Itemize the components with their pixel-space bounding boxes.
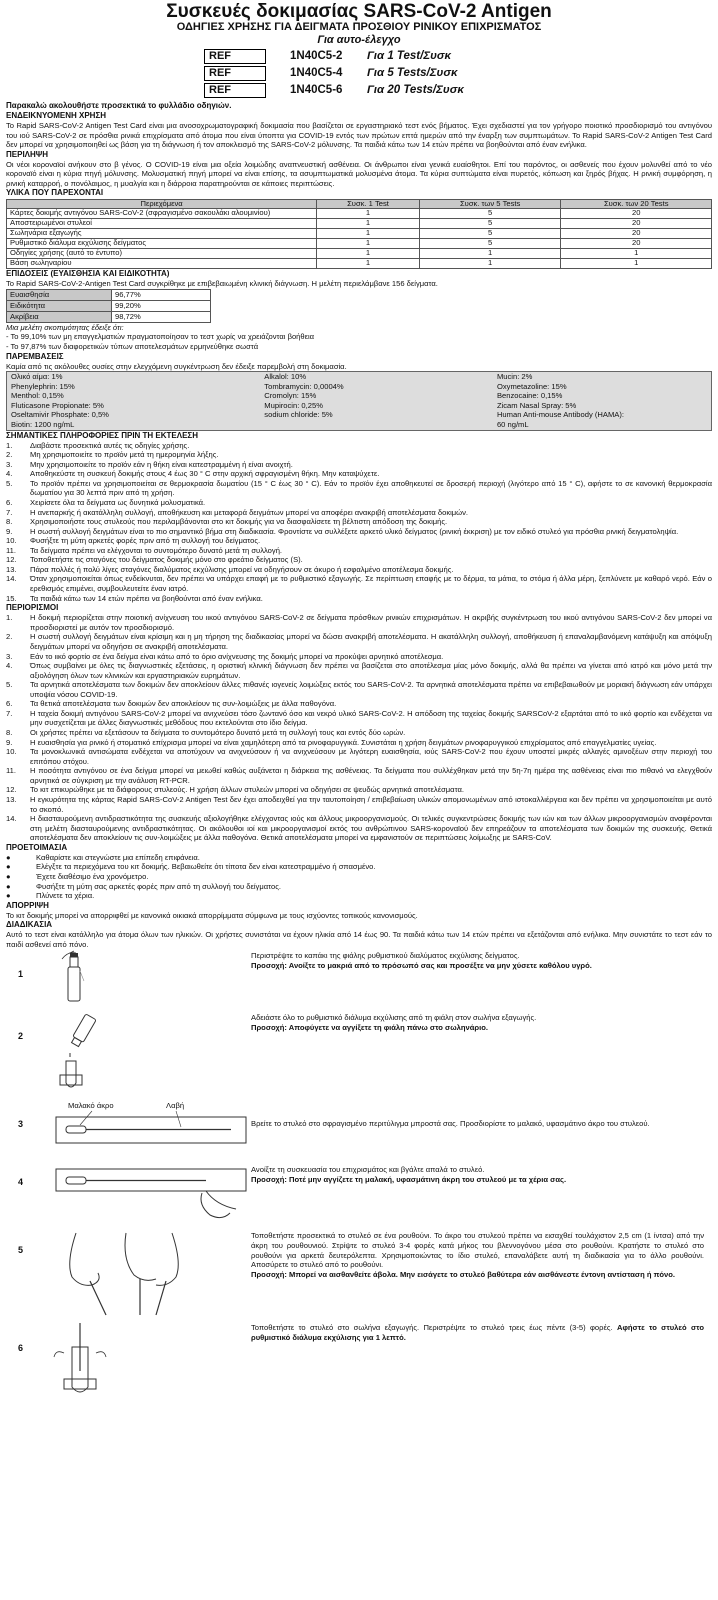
list-item-text: Διαβάστε προσεκτικά αυτές τις οδηγίες χρήσης. — [30, 440, 190, 450]
interference-cell: Ολικό αίμα: 1% — [11, 372, 63, 382]
buffer-bottle-illustration — [6, 949, 251, 1011]
ref-desc: Για 20 Tests/Συσκ — [367, 84, 464, 97]
list-item — [6, 747, 712, 766]
document-subtitle: ΟΔΗΓΙΕΣ ΧΡΗΣΗΣ ΓΙΑ ΔΕΙΓΜΑΤΑ ΠΡΟΣΘΙΟΥ ΡΙΝΙΚΟΥ ΕΠΙΧΡΙΣΜΑΤΟΣ — [176, 21, 542, 33]
materials-cell: 1 — [317, 219, 420, 229]
interference-cell: Human Anti-mouse Antibody (HAMA): — [496, 410, 624, 420]
list-item — [6, 574, 712, 593]
list-item-number: 1. — [6, 613, 13, 623]
ref-row — [204, 48, 712, 65]
list-item-number: 6. — [6, 497, 13, 507]
interference-cell: Benzocaine: 0,15% — [496, 391, 563, 401]
disposal-heading: ΑΠΟΡΡΙΨΗ — [6, 900, 49, 910]
list-item-text: Μην χρησιμοποιείτε το προϊόν εάν η θήκη είναι κατεστραμμένη ή είναι ανοιχτή. — [30, 459, 293, 469]
list-item-text: Η δοκιμή περιορίζεται στην ποιοτική ανίχνευση του ιικού αντιγόνου SARS-CoV-2 σε δείγματα πρόσθιων ρινικών επιχρισμάτων. Η ακριβής συγκέντρωση του ιικού αντιγόνου SARS-CoV-2 δεν μπορεί να προσδιοριστεί με αυτόν τον προσδιορισμό. — [30, 613, 712, 632]
materials-cell: 5 — [419, 229, 561, 239]
self-test-label: Για αυτο-έλεγχο — [317, 34, 401, 47]
list-item — [6, 469, 712, 479]
interference-cell: Tombramycin: 0,0004% — [264, 381, 344, 391]
list-item-number: 7. — [6, 708, 13, 718]
step-instruction: Τοποθετήστε προσεκτικά το στυλεό σε ένα ρουθούνι. Το άκρο του στυλεού πρέπει να εισαχθεί τουλάχιστον 2,5 cm (1 ίντσα) από την άκρη του ρουθουνιού. Στρίψτε το στυλεό 3-4 φορές κατά μήκος του βλεννογόνου μέσα στο ρουθούνι. Κρατήστε το στυλεό στο ρουθούνι για αρκετά δευτερόλεπτα. Χρησιμοποιώντας το ίδιο στυλεό, επαναλάβετε αυτή τη διαδικασία για το άλλο ρουθούνι. Αποσύρετε το στυλεό από το ρουθούνι. — [251, 1231, 704, 1270]
performance-value: 99,20% — [112, 300, 211, 311]
important-heading: ΣΗΜΑΝΤΙΚΕΣ ΠΛΗΡΟΦΟΡΙΕΣ ΠΡΙΝ ΤΗ ΕΚΤΕΛΕΣΗ — [6, 430, 199, 440]
list-item — [6, 555, 712, 565]
interference-grid — [6, 371, 712, 430]
list-item — [6, 891, 712, 901]
materials-cell: Βάση σωληναρίου — [7, 259, 317, 269]
table-row — [7, 229, 712, 239]
ref-code: 1N40C5-6 — [290, 84, 343, 97]
list-item-text: Έχετε διαθέσιμο ένα χρονόμετρο. — [36, 871, 149, 881]
list-item-text: Πάρα πολλές ή πολύ λίγες σταγόνες διαλύματος εκχύλισης μπορεί να οδηγήσουν σε άκυρο ή εσφαλμένο αποτέλεσμα δοκιμής. — [30, 564, 454, 574]
interference-cell: sodium chloride: 5% — [264, 410, 333, 420]
list-item-text: Η διασταυρούμενη αντιδραστικότητα της συσκευής αξιολογήθηκε ελέγχοντας ιούς και άλλους μικροοργανισμούς. Οι τελικές συγκεντρώσεις δοκιμής των ιών και των άλλων μικροοργανισμών αναφέρονται στη μελέτη διασταυρούμενης αντιδραστικότητας. Οι ακόλουθοι ιοί και μικροοργανισμοί εκτός του ανθρώπινου SARS-κοροναϊού δεν επηρεάζουν τα αποτελέσματα των δοκιμών της συσκευής. Θετικά αποτελέσματα δεν αποκλείουν τις συν-λοιμώξεις με άλλα παθογόνα. Θετικά αποτελέσματα μπορεί να εμφανιστούν σε περιπτώσεις λοίμωξης με SARS-CoV. — [30, 814, 712, 843]
step-illustration — [6, 1229, 251, 1321]
table-row — [7, 300, 211, 311]
list-item-text: Φυσήξτε τη μύτη αρκετές φορές πριν από τη συλλογή του δείγματος. — [30, 536, 261, 546]
list-item-number: 8. — [6, 728, 13, 737]
list-item-text: Ελέγξτε τα περιεχόμενα του κιτ δοκιμής. Βεβαιωθείτε ότι τίποτα δεν είναι κατεστραμμένο ή σπασμένο. — [36, 862, 376, 872]
list-item — [6, 498, 712, 508]
materials-cell: 1 — [317, 209, 420, 219]
list-item-number: 1. — [6, 440, 13, 450]
table-row — [7, 311, 211, 322]
list-item — [6, 785, 712, 795]
list-item-text: Αποθηκεύστε τη συσκευή δοκιμής στους 4 έως 30 ° C στην αρχική σφραγισμένη θήκη. Μην καταψύχετε. — [30, 469, 380, 479]
ref-code: 1N40C5-2 — [290, 50, 343, 63]
list-item — [6, 738, 712, 748]
list-item-number: 3. — [6, 651, 13, 661]
summary-heading: ΠΕΡΙΛΗΨΗ — [6, 149, 49, 159]
swab-package-illustration — [6, 1095, 251, 1163]
bullet-icon: ● — [6, 891, 11, 901]
swab-in-tube-illustration — [6, 1321, 251, 1401]
list-item — [6, 814, 712, 843]
ref-box: REF — [204, 49, 266, 64]
performance-heading: ΕΠΙΔΟΣΕΙΣ (ΕΥΑΙΣΘΗΣΙΑ ΚΑΙ ΕΙΔΙΚΟΤΗΤΑ) — [6, 269, 170, 279]
step-number: 4 — [18, 1177, 24, 1188]
list-item-text: Το προϊόν πρέπει να χρησιμοποιείται σε θερμοκρασία δωματίου (15 ° C έως 30 ° C). Εάν το προϊόν έχει αποθηκευτεί σε δροσερή περιοχή (λιγότερο από 15 ° C), αφήστε το σε κανονική θερμοκρασία δωματίου για 30 λεπτά πριν από τη χρήση. — [30, 478, 712, 498]
step-instruction: Ανοίξτε τη συσκευασία του επιχρισμάτος και βγάλτε απαλά το στυλεό. — [251, 1165, 485, 1175]
bullet-icon: ● — [6, 852, 11, 862]
ref-row — [204, 82, 712, 99]
interference-cell: Oseltamivir Phosphate: 0,5% — [11, 410, 109, 420]
interference-cell: Mupirocin: 0,25% — [264, 400, 323, 410]
list-item-number: 5. — [6, 478, 13, 488]
list-item — [6, 441, 712, 451]
materials-cell: Κάρτες δοκιμής αντιγόνου SARS-CoV-2 (σφραγισμένο σακουλάκι αλουμινίου) — [7, 209, 317, 219]
bullet-icon: ● — [6, 871, 11, 881]
list-item-text: Όπως συμβαίνει με όλες τις διαγνωστικές εξετάσεις, η οριστική κλινική διάγνωση δεν πρέπει να βασίζεται στο αποτέλεσμα μίας μόνο δοκιμής, αλλά θα πρέπει να γίνεται από ιατρό και μόνο μετά την αξιολόγηση όλων των κλινικών και εργαστηριακών ευρημάτων. — [30, 661, 712, 680]
materials-cell: 5 — [419, 239, 561, 249]
ref-code: 1N40C5-4 — [290, 67, 343, 80]
list-item-number: 4. — [6, 661, 13, 671]
list-item — [6, 517, 712, 527]
interference-text: Καμία από τις ακόλουθες ουσίες στην ελεγχόμενη συγκέντρωση δεν έδειξε παρεμβολή στη δοκιμασία. — [6, 361, 347, 371]
disposal-text: Το κιτ δοκιμής μπορεί να απορριφθεί με κανονικά οικιακά απορρίμματα σύμφωνα με τους ισχύοντες τοπικούς κανονισμούς. — [6, 910, 418, 920]
step-caution: Προσοχή: Αποφύγετε να αγγίξετε τη φιάλη πάνω στο σωληνάριο. — [251, 1023, 488, 1033]
list-item — [6, 872, 712, 882]
list-item-number: 10. — [6, 747, 17, 757]
usability-line: - Το 99,10% των μη επαγγελματιών πραγματοποίησαν το τεστ χωρίς να χρειάζονται βοήθεια — [6, 332, 315, 342]
summary-text: Οι νέοι κοροναϊοί ανήκουν στο β γένος. Ο COVID-19 είναι μια οξεία λοιμώδης αναπνευστική ασθένεια. Οι άνθρωποι είναι γενικά ευαίσθητοι. Επί του παρόντος, οι ασθενείς που έχουν μολυνθεί από το νέο κοροναϊό είναι η κύρια πηγή μόλυνσης. Μολυσματική πηγή μπορεί να είναι επίσης, τα ασυμπτωματικά μολυσμένα άτομα. Τα κύρια συπτώματα είναι πυρετός, κόπωση και ξηρός βήχας. Η ρινική συμφόρηση, η ρινική καταρροή, ο πονόλαιμος, η μυαλγία και η διάρροια παρατηρούνται σε κάποιες περιπτώσεις. — [6, 159, 712, 188]
list-item-text: Τα παιδιά κάτω των 14 ετών πρέπει να βοηθούνται από έναν ενήλικα. — [30, 593, 263, 603]
list-item — [6, 527, 712, 537]
interference-cell: Biotin: 1200 ng/mL — [11, 419, 75, 429]
ref-list — [204, 48, 712, 99]
list-item-number: 2. — [6, 450, 13, 460]
materials-col-header: Συσκ. 1 Test — [317, 199, 420, 209]
procedure-step — [6, 1095, 712, 1163]
performance-value: 98,72% — [112, 311, 211, 322]
list-item-number: 14. — [6, 574, 17, 584]
list-item-number: 14. — [6, 814, 17, 824]
limitations-heading: ΠΕΡΙΟΡΙΣΜΟΙ — [6, 603, 59, 613]
list-item-number: 9. — [6, 737, 13, 747]
list-item-number: 7. — [6, 507, 13, 517]
procedure-step — [6, 1321, 712, 1401]
materials-cell: Οδηγίες χρήσης (αυτό το έντυπο) — [7, 249, 317, 259]
materials-cell: 20 — [561, 209, 712, 219]
materials-cell: Αποστειρωμένοι στυλεοί — [7, 219, 317, 229]
step-illustration — [6, 1321, 251, 1401]
list-item-text: Καθαρίστε και στεγνώστε μια επίπεδη επιφάνεια. — [36, 852, 200, 862]
materials-cell: 20 — [561, 229, 712, 239]
performance-label: Ευαισθησία — [7, 289, 112, 300]
list-item-text: Η σωστή συλλογή δειγμάτων είναι το πιο σημαντικό βήμα στη διαδικασία. Φροντίστε να συλλέξετε αρκετό υλικό δείγματος (ρινική έκκριση) με τον ειδικό στυλεό για πρόσθια ρινική δειγματοληψία. — [30, 526, 679, 536]
performance-table — [6, 289, 211, 323]
open-package-illustration — [6, 1163, 251, 1229]
table-row — [7, 219, 712, 229]
list-item-number: 4. — [6, 469, 13, 479]
materials-heading: ΥΛΙΚΑ ΠΟΥ ΠΑΡΕΧΟΝΤΑΙ — [6, 188, 104, 198]
step-number: 2 — [18, 1031, 24, 1042]
ref-row — [204, 65, 712, 82]
materials-table — [6, 199, 712, 270]
table-row — [7, 259, 712, 269]
list-item — [6, 613, 712, 632]
procedure-step — [6, 949, 712, 1011]
preparation-heading: ΠΡΟΕΤΟΙΜΑΣΙΑ — [6, 842, 68, 852]
list-item — [6, 450, 712, 460]
step-caution: Προσοχή: Μπορεί να αισθανθείτε άβολα. Μην εισάγετε το στυλεό βαθύτερα εάν αισθάνεστε έντονη αντίσταση ή πόνο. — [251, 1269, 676, 1279]
list-item-number: 9. — [6, 526, 13, 536]
bullet-icon: ● — [6, 881, 11, 891]
list-item-number: 5. — [6, 680, 13, 690]
list-item-text: Η σωστή συλλογή δειγμάτων είναι κρίσιμη και η μη τήρηση της διαδικασίας μπορεί να δώσει ανακριβή αποτελέσματα. Η ακατάλληλη συλλογή, αποθήκευση ή επαναλαμβανόμενη κατάψυξη και απόψυξη δειγμάτων μπορεί να οδηγήσει σε ανακριβή αποτελέσματα. — [30, 632, 712, 651]
ref-box: REF — [204, 66, 266, 81]
list-item-text: Η ανεπαρκής ή ακατάλληλη συλλογή, αποθήκευση και μεταφορά δειγμάτων μπορεί να αποφέρει ανακριβή αποτελέσματα δοκιμών. — [30, 507, 469, 517]
list-item-text: Μη χρησιμοποιείτε το προϊόν μετά τη ημερομηνία λήξης. — [30, 450, 219, 460]
list-item-text: Χρησιμοποιήστε τους στυλεούς που περιλαμβάνονται στο κιτ δοκιμής για να διασφαλίσετε τη βέλτιστη απόδοση της δοκιμής. — [30, 517, 448, 527]
interference-cell: Mucin: 2% — [496, 372, 533, 382]
list-item-text: Το κιτ επικυρώθηκε με τα διάφορους στυλεούς. Η χρήση άλλων στυλεών μπορεί να οδηγήσει σε ψευδώς αρνητικά αποτελέσματα. — [30, 785, 464, 795]
materials-cell: 5 — [419, 209, 561, 219]
pour-buffer-illustration — [6, 1011, 251, 1095]
procedure-steps — [6, 949, 712, 1401]
list-item — [6, 460, 712, 470]
materials-col-header: Περιεχόμενα — [7, 199, 317, 209]
table-row — [7, 239, 712, 249]
bullet-icon: ● — [6, 862, 11, 872]
list-item-number: 11. — [6, 545, 16, 555]
list-item-number: 12. — [6, 785, 17, 795]
document-title: Συσκευές δοκιμασίας SARS-CoV-2 Antigen — [166, 1, 552, 22]
step-caution: Προσοχή: Ανοίξτε το μακριά από το πρόσωπό σας και προσέξτε να μην χύσετε καθόλου υγρό. — [251, 961, 592, 971]
interference-heading: ΠΑΡΕΜΒΑΣΕΙΣ — [6, 351, 64, 361]
step-text — [251, 1011, 712, 1095]
list-item — [6, 546, 712, 556]
list-item-text: Η ευαισθησία για ρινικό ή στοματικό επίχρισμα μπορεί να είναι χαμηλότερη από τα ρινοφαρυγγικά. Συνιστάται η χρήση δειγμάτων ρινοφαρυγγικού επιχρίσματος από επαγγελματίες υγείας. — [30, 737, 657, 747]
materials-cell: 1 — [561, 259, 712, 269]
list-item — [6, 680, 712, 699]
list-item-text: Χειρίσετε όλα τα δείγματα ως δυνητικά μολυσματικά. — [30, 497, 206, 507]
list-item — [6, 565, 712, 575]
list-item-number: 13. — [6, 794, 17, 804]
step-text — [251, 1163, 712, 1229]
list-item-text: Εάν το ιικό φορτίο σε ένα δείγμα είναι κάτω από το όριο ανίχνευσης της δοκιμής μπορεί να προκύψει αρνητικό αποτέλεσμα. — [30, 651, 444, 661]
ref-desc: Για 5 Tests/Συσκ — [367, 67, 458, 80]
interference-cell: Oxymetazoline: 15% — [496, 381, 567, 391]
materials-cell: 1 — [317, 239, 420, 249]
ref-desc: Για 1 Test/Συσκ — [367, 50, 452, 63]
handle-label: Λαβή — [166, 1101, 185, 1111]
procedure-step — [6, 1011, 712, 1095]
step-number: 5 — [18, 1245, 24, 1256]
interference-cell: Menthol: 0,15% — [11, 391, 64, 401]
performance-value: 96,77% — [112, 289, 211, 300]
procedure-step — [6, 1163, 712, 1229]
materials-cell: 20 — [561, 219, 712, 229]
materials-cell: 1 — [317, 229, 420, 239]
step-text — [251, 1095, 712, 1163]
materials-cell: 20 — [561, 239, 712, 249]
intended-use-heading: ΕΝΔΕΙΚΝΥΟΜΕΝΗ ΧΡΗΣΗ — [6, 110, 107, 120]
step-caution: Αφήστε το στυλεό στο ρυθμιστικό διάλυμα εκχύλισης για 1 λεπτό. — [251, 1323, 704, 1343]
step-text — [251, 949, 712, 1011]
nasal-swab-illustration — [6, 1229, 251, 1321]
list-item-number: 10. — [6, 536, 17, 546]
list-item-text: Τα μονοκλωνικά αντισώματα ενδέχεται να αποτύχουν να ανιχνεύσουν ή να ανιχνεύσουν με λιγότερη ευαισθησία, ιούς SARS-CoV-2 που έχουν υποστεί μικρές αλλαγές αμινοξέων στην περιοχή του επιτόπου στόχου. — [30, 747, 712, 766]
list-item-text: Φυσήξτε τη μύτη σας αρκετές φορές πριν από τη συλλογή του δείγματος. — [36, 881, 281, 891]
list-item-number: 13. — [6, 564, 17, 574]
step-instruction: Τοποθετήστε το στυλεό στο σωλήνα εξαγωγής. Περιστρέψτε το στυλεό τρεις έως πέντε (3-5) φορές. — [251, 1323, 613, 1333]
list-item — [6, 862, 712, 872]
step-illustration — [6, 1095, 251, 1163]
materials-cell: Ρυθμιστικό διάλυμα εκχύλισης δείγματος — [7, 239, 317, 249]
list-item — [6, 882, 712, 892]
materials-cell: 1 — [419, 259, 561, 269]
list-item-text: Πλύνετε τα χέρια. — [36, 891, 95, 901]
performance-label: Ακρίβεια — [7, 311, 112, 322]
limitations-list — [6, 613, 712, 843]
intro-note: Παρακαλώ ακολουθήστε προσεκτικά το φυλλάδιο οδηγιών. — [6, 100, 232, 110]
performance-label: Ειδικότητα — [7, 300, 112, 311]
list-item-text: Η εγκυρότητα της κάρτας Rapid SARS-CoV-2 Antigen Test δεν έχει αποδειχθεί για την ταυτοποίηση / επιβεβαίωση υλικών απομονωμένων από ιστοκαλλιέργεια και δεν πρέπει να χρησιμοποιείται με αυτό το σκοπό. — [30, 794, 712, 814]
list-item-number: 3. — [6, 459, 13, 469]
interference-cell — [260, 420, 493, 430]
performance-text: Το Rapid SARS-CoV-2-Antigen Test Card συγκρίθηκε με επιβεβαιωμένη κλινική διάγνωση. Η μελέτη περιελάμβανε 156 δείγματα. — [6, 279, 438, 289]
materials-cell: 5 — [419, 219, 561, 229]
step-illustration — [6, 1163, 251, 1229]
procedure-heading: ΔΙΑΔΙΚΑΣΙΑ — [6, 920, 53, 930]
list-item — [6, 508, 712, 518]
list-item — [6, 479, 712, 498]
list-item-text: Τοποθετήστε τις σταγόνες του δείγματος δοκιμής μόνο στο φρεάτιο δείγματος (S). — [30, 555, 303, 565]
ref-box: REF — [204, 83, 266, 98]
list-item-number: 11. — [6, 766, 16, 776]
step-text — [251, 1229, 712, 1321]
step-illustration — [6, 1011, 251, 1095]
interference-cell: 60 ng/mL — [496, 419, 529, 429]
step-illustration — [6, 949, 251, 1011]
materials-cell: Σωληνάρια εξαγωγής — [7, 229, 317, 239]
list-item-number: 2. — [6, 632, 13, 642]
interference-cell: Zicam Nasal Spray: 5% — [496, 400, 577, 410]
step-caution: Προσοχή: Ποτέ μην αγγίζετε τη μαλακή, υφασμάτινη άκρη του στυλεού με τα χέρια σας. — [251, 1175, 567, 1185]
list-item-text: Τα αρνητικά αποτελέσματα των δοκιμών δεν αποκλείουν άλλες πιθανές ιογενείς λοιμώξεις εκτός του SARS-CoV-2. Τα αρνητικά αποτελέσματα πρέπει να επιβεβαιωθούν με μοριακή διάγνωση εάν υπάρχει υποψία νόσου COVID-19. — [30, 680, 712, 699]
list-item — [6, 709, 712, 728]
list-item — [6, 632, 712, 651]
list-item — [6, 766, 712, 785]
important-list — [6, 441, 712, 604]
interference-cell: Alkalol: 10% — [264, 372, 307, 382]
list-item — [6, 853, 712, 863]
list-item — [6, 728, 712, 738]
materials-cell: 1 — [317, 259, 420, 269]
list-item — [6, 661, 712, 680]
list-item — [6, 652, 712, 662]
list-item-text: Τα θετικά αποτελέσματα των δοκιμών δεν αποκλείουν τις συν-λοιμώξεις με άλλα παθογόνα. — [30, 699, 337, 709]
table-row — [7, 209, 712, 219]
list-item-text: Η ποσότητα αντιγόνου σε ένα δείγμα μπορεί να μειωθεί καθώς αυξάνεται η διάρκεια της ασθένειας. Τα δείγματα που συλλέχθηκαν μετά την 5η-7η ημέρα της ασθένειας είναι πιο πιθανό να ελεγχθούν αρνητικά σε σύγκριση με την ανάλυση RT-PCR. — [30, 766, 712, 785]
step-number: 3 — [18, 1119, 24, 1130]
interference-cell: Cromolyn: 15% — [264, 391, 317, 401]
step-number: 6 — [18, 1343, 24, 1354]
list-item-number: 6. — [6, 699, 13, 709]
usability-line: - Το 97,87% των διαφορετικών τύπων αποτελεσμάτων ερμηνεύθηκε σωστά — [6, 341, 259, 351]
step-text — [251, 1321, 712, 1401]
list-item-text: Τα δείγματα πρέπει να ελέγχονται το συντομότερο δυνατό μετά τη συλλογή. — [30, 545, 283, 555]
list-item-text: Όταν χρησιμοποιείται όπως ενδείκνυται, δεν πρέπει να υπάρχει επαφή με το ρυθμιστικό εξαγωγής. Σε περίπτωση επαφής με το δέρμα, τα μάτια, το στόμα ή άλλα μέρη, ξεπλύνετε με καθαρό νερό. Εάν ο ερεθισμός επιμένει, συμβουλευτείτε έναν ιατρό. — [30, 574, 712, 594]
list-item-number: 8. — [6, 517, 13, 527]
procedure-text: Αυτό το τεστ είναι κατάλληλο για άτομα όλων των ηλικιών. Οι χρήστες συνιστάται να έχουν ηλικία από 14 έως 90. Τα παιδιά κάτω των 14 ετών πρέπει να εξετάζονται από ενήλικα. Μην συνιστάτε το τεστ εάν το παιδί ασθενεί από πόνο. — [6, 930, 712, 949]
step-number: 1 — [18, 969, 24, 980]
materials-col-header: Συσκ. των 20 Tests — [561, 199, 712, 209]
list-item — [6, 594, 712, 604]
interference-cell: Phenylephrin: 15% — [11, 381, 75, 391]
list-item — [6, 536, 712, 546]
list-item — [6, 795, 712, 814]
list-item — [6, 699, 712, 709]
soft-tip-label: Μαλακό άκρο — [68, 1101, 114, 1111]
materials-cell: 1 — [561, 249, 712, 259]
step-instruction: Περιστρέψτε το καπάκι της φιάλης ρυθμιστικού διαλύματος εκχύλισης δείγματος. — [251, 951, 520, 961]
materials-cell: 1 — [419, 249, 561, 259]
table-row — [7, 289, 211, 300]
list-item-text: Η ταχεία δοκιμή αντιγόνου SARS-CoV-2 μπορεί να ανιχνεύσει τόσο ζωντανό όσο και νεκρό υλικό SARS-CoV-2. Η απόδοση της ταχείας δοκιμής SARSCoV-2 εξαρτάται από το ιικό φορτίο και ενδέχεται να μην συσχετίζεται με άλλες διαγνωστικές μεθόδους που εκτελούνται στο ίδιο δείγμα. — [30, 708, 712, 728]
materials-cell: 1 — [317, 249, 420, 259]
step-instruction: Βρείτε το στυλεό στο σφραγισμένο περιτύλιγμα μπροστά σας. Προσδιορίστε το μαλακό, υφασμάτινο άκρο του στυλεού. — [251, 1119, 650, 1129]
materials-col-header: Συσκ. των 5 Tests — [419, 199, 561, 209]
list-item-text: Οι χρήστες πρέπει να εξετάσουν τα δείγματα το συντομότερο δυνατό μετά τη συλλογή τους και εντός δύο ωρών. — [30, 728, 406, 737]
intended-use-text: Το Rapid SARS-CoV-2 Antigen Test Card είναι μια ανοσοχρωματογραφική δοκιμασία που βασίζεται σε εργαστηριακό τεστ ενός βήματος. Έχει σχεδιαστεί για τον γρήγορο ποιοτικό προσδιορισμό του αντιγόνου του ιού SARS-CoV-2 σε πρόσθια ρινικά επιχρίσματα από άτομα που είναι ύποπτα για COVID-19 εντός των πρώτων επτά ημερών από την έναρξη των συμπτωμάτων. Το Rapid SARS-CoV-2 Antigen Test Card δεν μπορεί να χρησιμοποιηθεί ως βάση για τη διάγνωση ή τον αποκλεισμό της SARS-CoV-2 μόλυνσης. Τα παιδιά κάτω των 14 ετών πρέπει να βοηθούνται από έναν ενήλικα. — [6, 120, 712, 150]
usability-intro: Μια μελέτη σκοπιμότητας έδειξε ότι: — [6, 322, 124, 332]
interference-cell: Fluticasone Propionate: 5% — [11, 400, 104, 410]
list-item-number: 12. — [6, 555, 17, 565]
preparation-list — [6, 853, 712, 901]
list-item-number: 15. — [6, 593, 17, 603]
table-row — [7, 249, 712, 259]
procedure-step — [6, 1229, 712, 1321]
step-instruction: Αδειάστε όλο το ρυθμιστικό διάλυμα εκχύλισης από τη φιάλη στον σωλήνα εξαγωγής. — [251, 1013, 537, 1023]
